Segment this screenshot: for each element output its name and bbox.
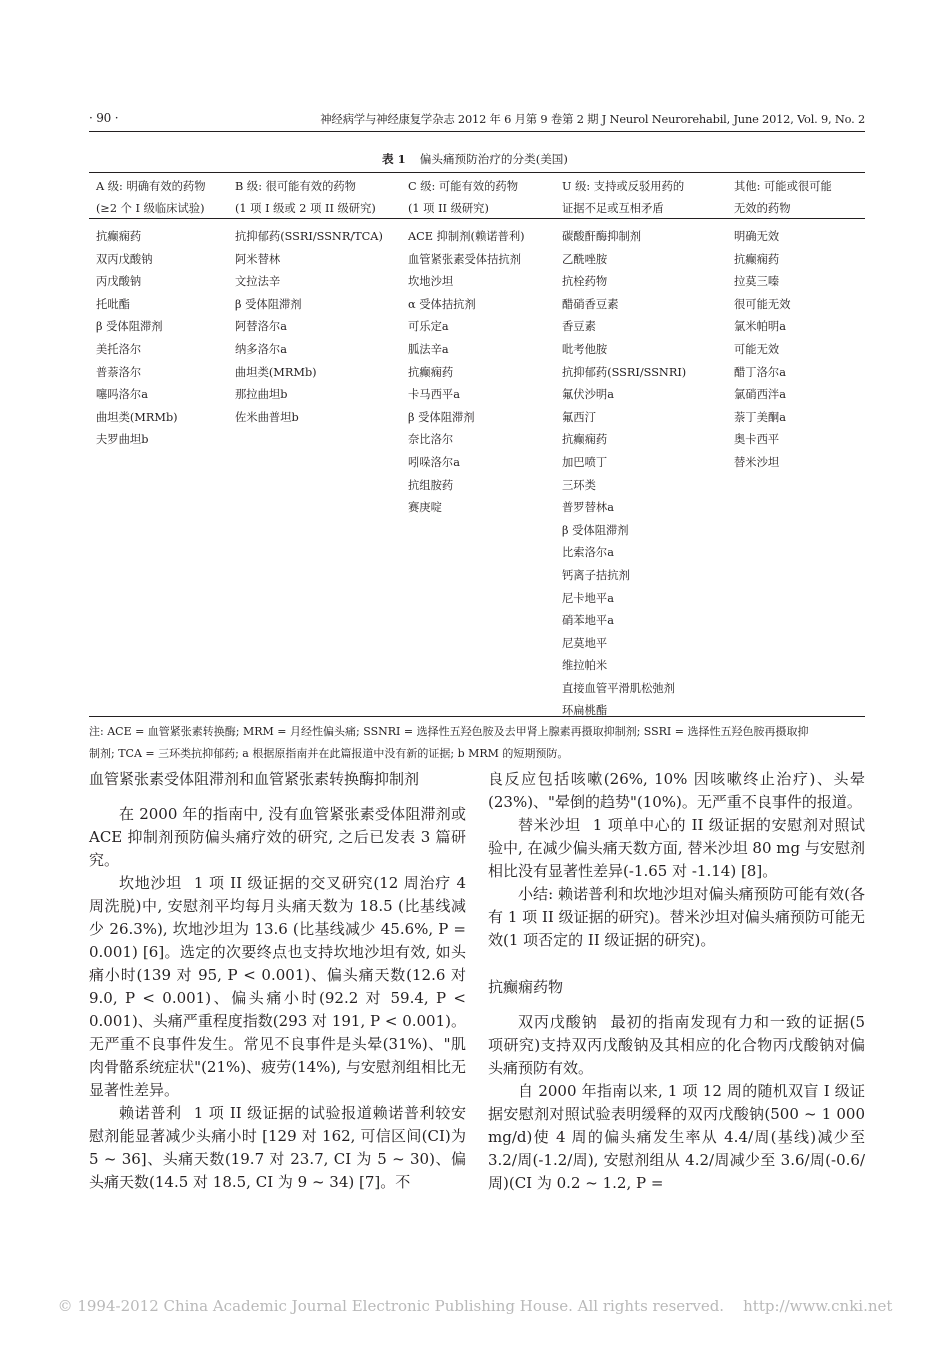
paragraph: 小结: 赖诺普利和坎地沙坦对偏头痛预防可能有效(各有 1 项 II 级证据的研究)。替米沙坦对偏头痛预防可能无效(1 项否定的 II 级证据的研究)。 — [488, 885, 865, 949]
table-note-line: 制剂; TCA = 三环类抗抑郁药; a 根据原指南并在此篇报道中没有新的证据; b MRM 的短期预防。 — [89, 747, 569, 760]
table-cell: β 受体阻滞剂 — [235, 297, 302, 311]
table-column-u — [562, 176, 686, 723]
table-cell: 比索洛尔a — [562, 546, 614, 560]
table-cell: 普罗替林a — [562, 501, 614, 515]
table-title: 偏头痛预防治疗的分类(美国) — [419, 152, 568, 166]
table-caption — [0, 151, 950, 167]
table-bottom-rule — [89, 716, 865, 717]
section-heading: 抗癫痫药物 — [488, 978, 564, 996]
table-cell: 香豆素 — [562, 320, 596, 334]
running-header — [89, 111, 865, 129]
column-cells — [562, 226, 686, 723]
table-cell: 血管紧张素受体拮抗剂 — [408, 252, 521, 266]
table-cell: 纳多洛尔a — [235, 342, 287, 356]
paragraph — [89, 1102, 466, 1194]
column-cells — [408, 226, 525, 520]
table-cell: ACE 抑制剂(赖诺普利) — [408, 230, 525, 243]
right-text-column — [488, 768, 865, 1195]
column-header-line1: 其他: 可能或很可能 — [734, 180, 832, 193]
column-header-line1: B 级: 很可能有效的药物 — [235, 180, 356, 193]
table-cell: 双丙戊酸钠 — [96, 252, 153, 266]
left-text-column — [89, 768, 466, 1194]
column-header-line2: 无效的药物 — [734, 202, 791, 215]
table-cell: 佐米曲普坦b — [235, 410, 299, 424]
paragraph-text: 1 项单中心的 II 级证据的安慰剂对照试验中, 在减少偏头痛天数方面, 替米沙坦 80 mg 与安慰剂相比没有显著性差异(-1.65 对 -1.14) [8]。 — [488, 816, 865, 880]
table-cell: 明确无效 — [734, 230, 780, 243]
column-header-line1: C 级: 可能有效的药物 — [408, 180, 519, 193]
table-note-line: 注: ACE = 血管紧张素转换酶; MRM = 月经性偏头痛; SSNRI = 选择性五羟色胺及去甲肾上腺素再摄取抑制剂; SSRI = 选择性五羟色胺再摄取抑 — [89, 725, 809, 738]
paragraph-text: 最初的指南发现有力和一致的证据(5 项研究)支持双丙戊酸钠及其相应的化合物丙戊酸钠对偏头痛预防有效。 — [488, 1013, 865, 1077]
table-cell: 抗癫痫药 — [408, 365, 454, 379]
column-header-line2: (≥2 个 I 级临床试验) — [96, 202, 205, 215]
table-cell: 乙酰唑胺 — [562, 252, 608, 266]
table-cell: 卡马西平a — [408, 388, 460, 402]
table-note — [89, 721, 865, 765]
paragraph — [488, 814, 865, 883]
paragraph: 良反应包括咳嗽(26%, 10% 因咳嗽终止治疗)、头晕(23%)、"晕倒的趋势"(10%)。无严重不良事件的报道。 — [488, 770, 865, 811]
table-cell: 硝苯地平a — [562, 614, 614, 628]
table-cell: 钙离子拮抗剂 — [562, 568, 630, 582]
table-cell: 碳酸酐酶抑制剂 — [562, 230, 642, 243]
table-cell: 替米沙坦 — [734, 455, 780, 469]
table-cell: 可能无效 — [734, 342, 780, 356]
table-column-c — [408, 176, 525, 520]
table-cell: 夫罗曲坦b — [96, 433, 149, 447]
table-cell: 氯米帕明a — [734, 320, 786, 334]
table-label: 表 1 — [382, 152, 406, 166]
table-cell: 托吡酯 — [96, 297, 130, 311]
paragraph — [89, 872, 466, 1102]
paragraph: 自 2000 年指南以来, 1 项 12 周的随机双盲 I 级证据安慰剂对照试验表明缓释的双丙戊酸钠(500 ~ 1 000 mg/d)使 4 周的偏头痛发生率从 4.4/周(基线)减少至 3.2/周(-1.2/周), 安慰剂组从 4.2/周减少至 3.6/周(-0.6/周)(CI 为 0.2 ~ 1.2, P = — [488, 1082, 865, 1192]
paragraph: 在 2000 年的指南中, 没有血管紧张素受体阻滞剂或 ACE 抑制剂预防偏头痛疗效的研究, 之后已发表 3 篇研究。 — [89, 805, 466, 869]
table-cell: 拉莫三嗪 — [734, 275, 780, 289]
table-cell: 噻吗洛尔a — [96, 388, 148, 402]
header-rule — [89, 131, 865, 132]
table-cell: 普萘洛尔 — [96, 365, 142, 379]
table-cell: 直接血管平滑肌松弛剂 — [562, 681, 675, 695]
journal-citation: 神经病学与神经康复学杂志 2012 年 6 月第 9 卷第 2 期 J Neurol Neurorehabil, June 2012, Vol. 9, No. 2 — [320, 112, 865, 126]
column-cells — [734, 226, 832, 475]
table-cell: 抗癫痫药 — [96, 230, 142, 243]
table-cell: 可乐定a — [408, 320, 449, 334]
table-cell: 奥卡西平 — [734, 433, 780, 447]
table-cell: 尼卡地平a — [562, 591, 614, 605]
table-cell: β 受体阻滞剂 — [408, 410, 475, 424]
table-cell: 很可能无效 — [734, 297, 791, 311]
table-cell: β 受体阻滞剂 — [562, 523, 629, 537]
table-cell: 氟伏沙明a — [562, 388, 614, 402]
table-cell: 抗栓药物 — [562, 275, 608, 289]
table-cell: 萘丁美酮a — [734, 410, 786, 424]
table-cell: 奈比洛尔 — [408, 433, 454, 447]
paragraph — [488, 1011, 865, 1080]
table-cell: 三环类 — [562, 478, 596, 492]
table-cell: 抗组胺药 — [408, 478, 454, 492]
paragraph-text: 1 项 II 级证据的试验报道赖诺普利较安慰剂能显著减少头痛小时 [129 对 162, 可信区间(CI)为 5 ~ 36]、头痛天数(19.7 对 23.7, CI 为 5 ~ 30)、偏头痛天数(14.5 对 18.5, CI 为 9 ~ 34) [7]。不 — [89, 1104, 466, 1191]
table-cell: 氯硝西泮a — [734, 388, 786, 402]
paragraph-lead: 替米沙坦 — [518, 816, 581, 834]
copyright-text: © 1994-2012 China Academic Journal Electronic Publishing House. All rights reserved. — [57, 1297, 725, 1315]
column-header-line1: A 级: 明确有效的药物 — [96, 180, 206, 193]
table-cell: 加巴喷丁 — [562, 455, 608, 469]
column-cells — [96, 226, 206, 452]
paragraph-lead: 双丙戊酸钠 — [518, 1013, 598, 1031]
table-cell: 阿米替林 — [235, 252, 281, 266]
column-header-line2: (1 项 I 级或 2 项 II 级研究) — [235, 202, 376, 215]
table-cell: 美托洛尔 — [96, 342, 142, 356]
cnki-url[interactable]: http://www.cnki.net — [743, 1297, 893, 1315]
table-cell: 尼莫地平 — [562, 636, 608, 650]
table-cell: α 受体拮抗剂 — [408, 297, 476, 311]
table-cell: 氟西汀 — [562, 410, 596, 424]
table-cell: 坎地沙坦 — [408, 275, 454, 289]
column-header-line2: (1 项 II 级研究) — [408, 202, 489, 215]
table-header-rule — [89, 218, 865, 219]
table-cell: 醋硝香豆素 — [562, 297, 619, 311]
table-cell: 醋丁洛尔a — [734, 365, 786, 379]
column-header-line2: 证据不足或互相矛盾 — [562, 202, 664, 215]
table-cell: β 受体阻滞剂 — [96, 320, 163, 334]
copyright-footer — [0, 1297, 950, 1315]
table-cell: 赛庚啶 — [408, 501, 442, 515]
table-column-b — [235, 176, 383, 429]
table-cell: 曲坦类(MRMb) — [96, 410, 178, 424]
table-cell: 丙戊酸钠 — [96, 275, 142, 289]
table-cell: 抗抑郁药(SSRI/SSNRI) — [562, 365, 687, 379]
table-cell: 胍法辛a — [408, 342, 449, 356]
table-column-other — [734, 176, 832, 475]
table-cell: 文拉法辛 — [235, 275, 281, 289]
table-cell: 环扁桃酯 — [562, 704, 608, 718]
column-header-line1: U 级: 支持或反驳用药的 — [562, 180, 685, 193]
paragraph-lead: 坎地沙坦 — [119, 874, 182, 892]
table-cell: 曲坦类(MRMb) — [235, 365, 317, 379]
page-number: · 90 · — [89, 111, 119, 125]
table-cell: 吲哚洛尔a — [408, 455, 460, 469]
table-top-rule — [89, 172, 865, 173]
table-cell: 抗癫痫药 — [734, 252, 780, 266]
table-cell: 维拉帕米 — [562, 659, 608, 673]
column-cells — [235, 226, 383, 429]
paragraph-lead: 赖诺普利 — [119, 1104, 182, 1122]
table-cell: 吡考他胺 — [562, 342, 608, 356]
section-heading: 血管紧张素受体阻滞剂和血管紧张素转换酶抑制剂 — [89, 770, 420, 788]
table-cell: 抗抑郁药(SSRI/SSNR/TCA) — [235, 230, 383, 243]
table-cell: 阿替洛尔a — [235, 320, 287, 334]
paragraph-text: 1 项 II 级证据的交叉研究(12 周治疗 4 周洗脱)中, 安慰剂平均每月头痛天数为 18.5 (比基线减少 26.3%), 坎地沙坦为 13.6 (比基线减少 45.6%, P = 0.001) [6]。选定的次要终点也支持坎地沙坦有效, 如头痛小时(139 对 95, P < 0.001)、偏头痛天数(12.6 对 9.0, P < 0.001)、偏头痛小时(92.2 对 59.4, P < 0.001)、头痛严重程度指数(293 对 191, P < 0.001)。无严重不良事件发生。常见不良事件是头晕(31%)、"肌肉骨骼系统症状"(21%)、疲劳(14%), 与安慰剂组相比无显著性差异。 — [89, 874, 466, 1099]
table-cell: 那拉曲坦b — [235, 388, 288, 402]
table-cell: 抗癫痫药 — [562, 433, 608, 447]
